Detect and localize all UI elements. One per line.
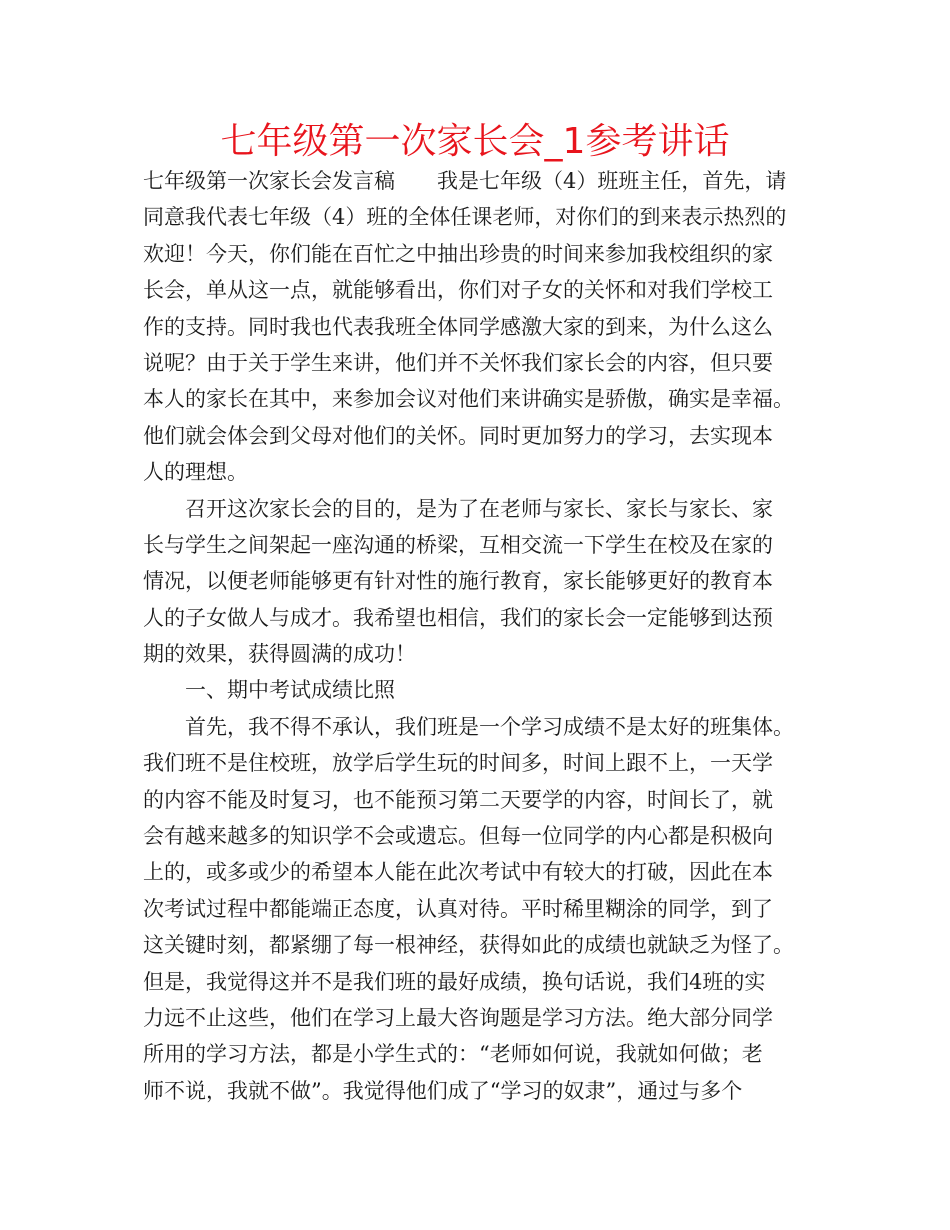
body-line: 上的，或多或少的希望本人能在此次考试中有较大的打破，因此在本 [143, 860, 773, 885]
document-title: 七年级第一次家长会_1参考讲话 [220, 121, 730, 162]
paragraph-start-line: 召开这次家长会的目的，是为了在老师与家长、家长与家长、家 [185, 496, 773, 521]
body-line: 同意我代表七年级（4）班的全体任课老师，对你们的到来表示热烈的 [143, 205, 787, 230]
body-line: 作的支持。同时我也代表我班全体同学感激大家的到来，为什么这么 [143, 314, 773, 339]
body-line: 我们班不是住校班，放学后学生玩的时间多，时间上跟不上，一天学 [143, 751, 773, 776]
body-line: 长与学生之间架起一座沟通的桥梁，互相交流一下学生在校及在家的 [143, 532, 773, 557]
body-line: 但是，我觉得这并不是我们班的最好成绩，换句话说，我们4班的实 [143, 969, 766, 994]
body-line: 说呢？由于关于学生来讲，他们并不关怀我们家长会的内容，但只要 [143, 350, 773, 375]
body-line: 所用的学习方法，都是小学生式的：“老师如何说，我就如何做；老 [143, 1042, 763, 1067]
body-line: 师不说，我就不做”。我觉得他们成了“学习的奴隶”，通过与多个 [143, 1078, 743, 1103]
body-line: 期的效果，获得圆满的成功！ [143, 642, 416, 667]
body-line: 人的理想。 [143, 460, 248, 485]
body-line: 力远不止这些，他们在学习上最大咨询题是学习方法。绝大部分同学 [143, 1005, 773, 1030]
body-line: 次考试过程中都能端正态度，认真对待。平时稀里糊涂的同学，到了 [143, 896, 773, 921]
body-line: 人的子女做人与成才。我希望也相信，我们的家长会一定能够到达预 [143, 605, 773, 630]
body-line: 这关键时刻，都紧绷了每一根神经，获得如此的成绩也就缺乏为怪了。 [143, 933, 794, 958]
section-heading: 一、期中考试成绩比照 [185, 678, 395, 703]
body-line: 他们就会体会到父母对他们的关怀。同时更加努力的学习，去实现本 [143, 423, 773, 448]
body-line: 长会，单从这一点，就能够看出，你们对子女的关怀和对我们学校工 [143, 278, 773, 303]
document-body [143, 163, 831, 1109]
body-line: 本人的家长在其中，来参加会议对他们来讲确实是骄傲，确实是幸福。 [143, 387, 794, 412]
body-line: 的内容不能及时复习，也不能预习第二天要学的内容，时间长了，就 [143, 787, 773, 812]
body-line: 欢迎！今天，你们能在百忙之中抽出珍贵的时间来参加我校组织的家 [143, 241, 773, 266]
paragraph-start-line: 首先，我不得不承认，我们班是一个学习成绩不是太好的班集体。 [185, 714, 794, 739]
body-line: 会有越来越多的知识学不会或遗忘。但每一位同学的内心都是积极向 [143, 824, 773, 849]
body-line: 情况，以便老师能够更有针对性的施行教育，家长能够更好的教育本 [143, 569, 773, 594]
body-line: 七年级第一次家长会发言稿 我是七年级（4）班班主任，首先，请 [143, 169, 787, 193]
